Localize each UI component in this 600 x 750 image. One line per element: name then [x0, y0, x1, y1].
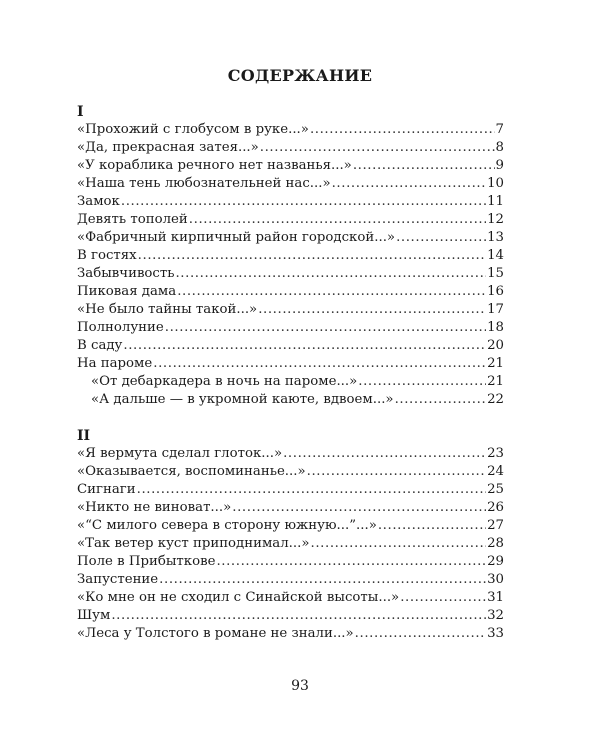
toc-entry: [77, 193, 504, 211]
toc-entry-page: 26: [487, 500, 504, 515]
toc-entry: [77, 535, 504, 553]
toc-entry-title: «Никто не виноват...»: [77, 500, 232, 515]
page-number: 93: [291, 678, 309, 694]
toc-entry-page: 28: [487, 536, 504, 551]
toc-entry: [77, 283, 504, 301]
toc-entry-title: На пароме: [77, 356, 153, 371]
toc-entry-page: 21: [487, 374, 504, 389]
toc-entry-list: [77, 121, 504, 409]
toc-entry: [77, 139, 504, 157]
toc-entry: [77, 499, 504, 517]
toc-entry: [77, 319, 504, 337]
toc-entry: [77, 607, 504, 625]
toc-entry-title: Поле в Прибыткове: [77, 554, 216, 569]
toc-section-2: [77, 427, 504, 643]
toc-entry-title: В гостях: [77, 248, 137, 263]
toc-section-1: [77, 103, 504, 409]
dot-leader: [232, 499, 486, 517]
dot-leader: [311, 535, 487, 553]
dot-leader: [400, 589, 486, 607]
toc-entry-title: Запустение: [77, 572, 159, 587]
toc-entry-page: 32: [487, 608, 504, 623]
toc-entry-title: «Я вермута сделал глоток...»: [77, 446, 283, 461]
dot-leader: [177, 283, 486, 301]
toc-entry-page: 27: [487, 518, 504, 533]
section-heading: I: [77, 104, 84, 120]
toc-entry: [77, 121, 504, 139]
dot-leader: [111, 607, 486, 625]
dot-leader: [216, 553, 486, 571]
toc-entry: [77, 553, 504, 571]
toc-entry: [77, 373, 504, 391]
toc-entry: [77, 175, 504, 193]
toc-entry: [77, 481, 504, 499]
toc-entry-title: Забывчивость: [77, 266, 175, 281]
toc-entry-page: 16: [487, 284, 504, 299]
dot-leader: [159, 571, 486, 589]
toc-entry: [77, 589, 504, 607]
toc-entry-title: «Фабричный кирпичный район городской...»: [77, 230, 396, 245]
toc-entry-title: «Ко мне он не сходил с Синайской высоты...»: [77, 590, 400, 605]
dot-leader: [189, 211, 486, 229]
toc-entry-title: «У кораблика речного нет названья...»: [77, 158, 352, 173]
toc-entry-page: 22: [487, 392, 504, 407]
toc-entry: [77, 337, 504, 355]
toc-entry-page: 17: [487, 302, 504, 317]
toc-entry-title: «А дальше — в укромной каюте, вдвоем...»: [91, 392, 394, 407]
dot-leader: [396, 229, 486, 247]
dot-leader: [395, 391, 487, 409]
toc-entry-title: Пиковая дама: [77, 284, 177, 299]
toc-entry: [77, 157, 504, 175]
dot-leader: [138, 247, 486, 265]
dot-leader: [355, 625, 486, 643]
toc-entry-page: 8: [495, 140, 504, 155]
toc-entry-title: «“С милого севера в сторону южную...”...»: [77, 518, 377, 533]
toc-entry: [77, 301, 504, 319]
toc-entry-page: 25: [487, 482, 504, 497]
toc-entry: [77, 211, 504, 229]
toc-entry-page: 31: [487, 590, 504, 605]
toc-entry-title: «Да, прекрасная затея...»: [77, 140, 259, 155]
toc-entry: [77, 229, 504, 247]
dot-leader: [332, 175, 486, 193]
dot-leader: [153, 355, 486, 373]
page-title: СОДЕРЖАНИЕ: [227, 66, 373, 85]
toc-entry-title: Сигнаги: [77, 482, 136, 497]
toc-entry-page: 12: [487, 212, 504, 227]
toc-entry-page: 18: [487, 320, 504, 335]
section-heading: II: [77, 428, 91, 444]
toc-entry: [77, 445, 504, 463]
toc-entry: [77, 625, 504, 643]
dot-leader: [123, 337, 486, 355]
dot-leader: [378, 517, 486, 535]
toc-entry-page: 9: [495, 158, 504, 173]
toc-entry-title: «От дебаркадера в ночь на пароме...»: [91, 374, 358, 389]
toc-entry: [77, 355, 504, 373]
toc-entry-title: Полнолуние: [77, 320, 164, 335]
toc-entry-page: 30: [487, 572, 504, 587]
toc-entry-title: «Леса у Толстого в романе не знали...»: [77, 626, 354, 641]
toc-entry-title: «Так ветер куст приподнимал...»: [77, 536, 310, 551]
toc-entry: [77, 571, 504, 589]
toc-entry-page: 14: [487, 248, 504, 263]
dot-leader: [307, 463, 486, 481]
toc-entry-page: 13: [487, 230, 504, 245]
toc-entry: [77, 247, 504, 265]
toc-entry-title: «Наша тень любознательней нас...»: [77, 176, 331, 191]
toc-entry-page: 29: [487, 554, 504, 569]
toc-entry-title: В саду: [77, 338, 123, 353]
dot-leader: [258, 301, 486, 319]
toc-entry-list: [77, 445, 504, 643]
toc-entry-page: 33: [487, 626, 504, 641]
toc-entry-title: Девять тополей: [77, 212, 188, 227]
dot-leader: [175, 265, 486, 283]
toc-entry-page: 10: [487, 176, 504, 191]
toc-entry: [77, 391, 504, 409]
toc-entry: [77, 265, 504, 283]
dot-leader: [260, 139, 495, 157]
toc-entry-title: Шум: [77, 608, 111, 623]
dot-leader: [121, 193, 486, 211]
dot-leader: [283, 445, 486, 463]
toc-entry-page: 7: [495, 122, 504, 137]
toc-entry-title: Замок: [77, 194, 120, 209]
dot-leader: [310, 121, 495, 139]
toc-entry: [77, 517, 504, 535]
toc-entry-page: 24: [487, 464, 504, 479]
toc-entry-page: 15: [487, 266, 504, 281]
dot-leader: [137, 481, 486, 499]
toc-entry-title: «Оказывается, воспоминанье...»: [77, 464, 306, 479]
dot-leader: [165, 319, 486, 337]
toc-entry-page: 11: [487, 194, 504, 209]
toc-entry-title: «Прохожий с глобусом в руке...»: [77, 122, 309, 137]
toc-entry: [77, 463, 504, 481]
toc-entry-page: 23: [487, 446, 504, 461]
toc-entry-page: 20: [487, 338, 504, 353]
dot-leader: [353, 157, 495, 175]
toc-entry-page: 21: [487, 356, 504, 371]
dot-leader: [358, 373, 486, 391]
toc-entry-title: «Не было тайны такой...»: [77, 302, 258, 317]
